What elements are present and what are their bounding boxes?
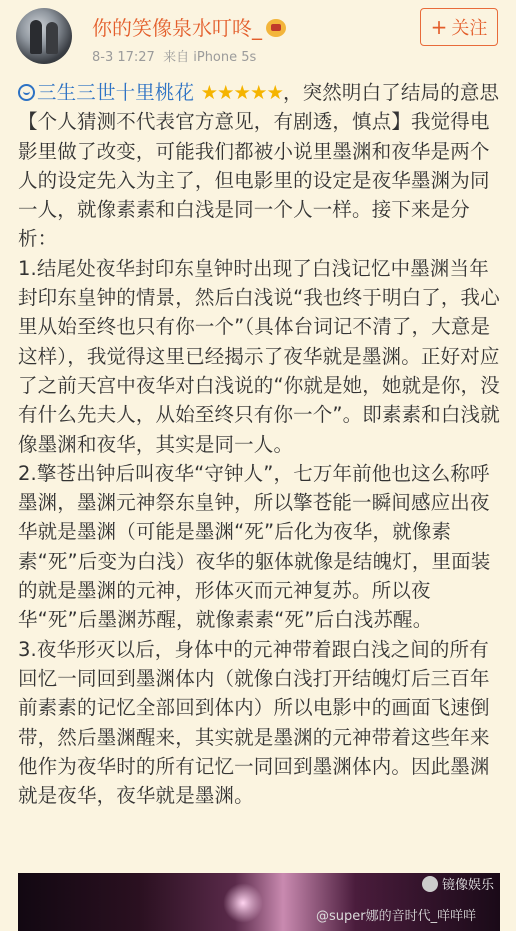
credit-watermark: @super娜的音时代_咩咩咩	[316, 909, 477, 924]
post-meta	[92, 46, 256, 65]
intro-text: ，突然明白了结局的意思【个人猜测不代表官方意见，有剧透，慎点】我觉得电影里做了改变，可能我们都被小说里墨渊和夜华是两个人的设定先入为主了，但电影里的设定是夜华墨渊为同一人，就像素素和白浅是同一个人一样。接下来是分析：	[18, 81, 500, 251]
wechat-logo-icon	[422, 876, 438, 892]
rating-stars: ★★★★★	[200, 81, 283, 104]
topic-mention[interactable]	[18, 81, 194, 104]
username-text[interactable]: 你的笑像泉水叮咚_	[92, 16, 262, 40]
topic-icon	[18, 84, 35, 101]
timestamp: 8-3 17:27	[92, 50, 155, 65]
avatar-figure	[30, 20, 42, 54]
image-glow	[223, 883, 263, 923]
avatar-figure	[46, 22, 58, 54]
post-source: 来自 iPhone 5s	[163, 50, 257, 65]
username[interactable]	[92, 12, 286, 41]
topic-mention-text[interactable]: 三生三世十里桃花	[37, 81, 195, 104]
point-1: 1.结尾处夜华封印东皇钟时出现了白浅记忆中墨渊当年封印东皇钟的情景，然后白浅说“我也终于明白了，我心里从始至终也只有你一个”（具体台词记不清了，大意是这样），我觉得这里已经揭示了夜华就是墨渊。正好对应了之前天宫中夜华对白浅说的“你就是她，她就是你，没有什么先夫人，从始至终只有你一个”。即素素和白浅就像墨渊和夜华，其实是同一人。	[18, 256, 500, 456]
follow-label: 关注	[451, 18, 488, 39]
brand-watermark	[422, 874, 494, 893]
crown-icon	[266, 19, 286, 37]
post-header	[0, 0, 516, 80]
point-2: 2.擎苍出钟后叫夜华“守钟人”，七万年前他也这么称呼墨渊，墨渊元神祭东皇钟，所以擎苍能一瞬间感应出夜华就是墨渊（可能是墨渊“死”后化为夜华，就像素素“死”后变为白浅）夜华的躯体就像是结魄灯，里面装的就是墨渊的元神，形体灭而元神复苏。所以夜华“死”后墨渊苏醒，就像素素“死”后白浅苏醒。	[18, 461, 491, 632]
plus-icon: +	[430, 15, 448, 39]
post-body	[18, 78, 500, 810]
post-intro	[18, 78, 500, 254]
point-3: 3.夜华形灭以后，身体中的元神带着跟白浅之间的所有回忆一同回到墨渊体内（就像白浅打开结魄灯后三百年前素素的记忆全部回到体内）所以电影中的画面飞速倒带，然后墨渊醒来，其实就是墨渊的元神带着这些年来他作为夜华时的所有记忆一同回到墨渊体内。因此墨渊就是夜华，夜华就是墨渊。	[18, 637, 490, 808]
avatar[interactable]	[16, 8, 72, 64]
follow-button[interactable]	[420, 8, 498, 46]
brand-name: 镜像娱乐	[441, 878, 494, 893]
